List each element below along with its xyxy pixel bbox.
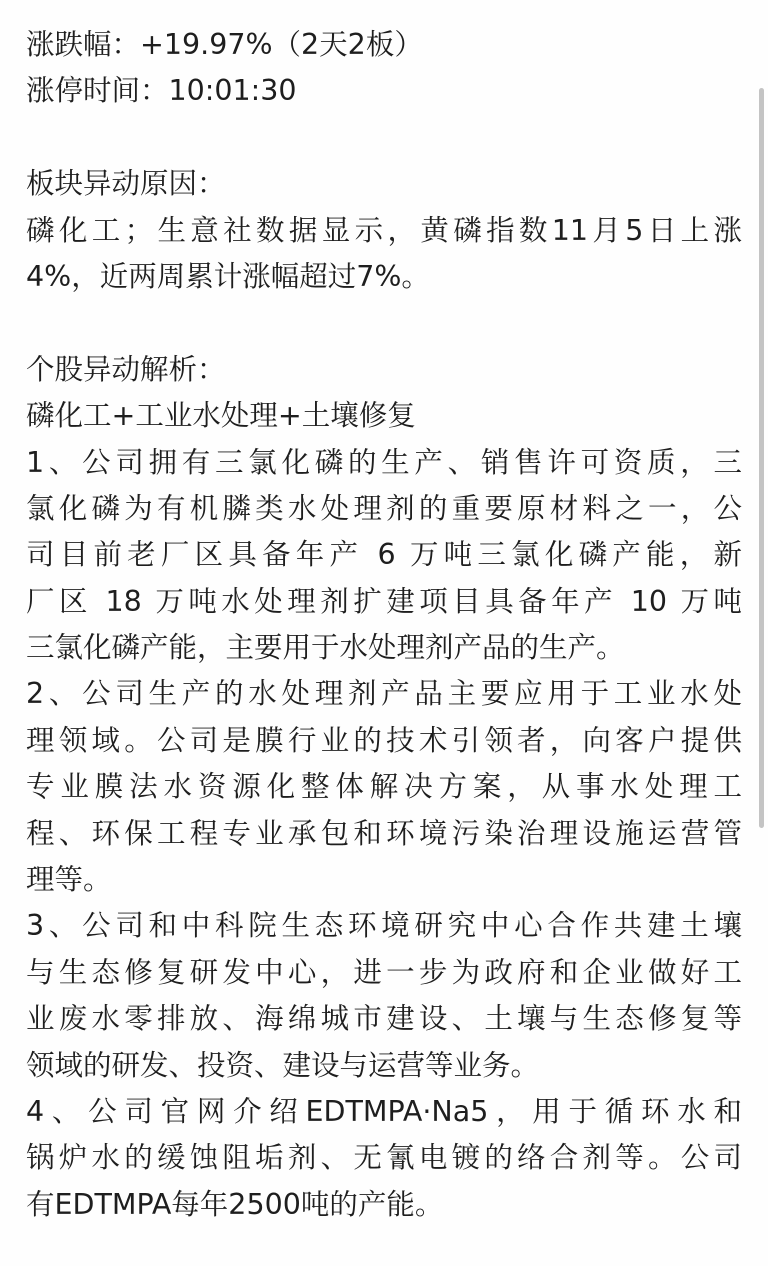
stock-concepts: 磷化工+工业水处理+土壤修复: [26, 399, 416, 433]
point-3-line-3: 业废水零排放、海绵城市建设、土壤与生态修复等: [26, 1002, 742, 1036]
point-3-line-2: 与生态修复研发中心，进一步为政府和企业做好工: [26, 955, 742, 989]
point-1-line-3: 司目前老厂区具备年产 6 万吨三氯化磷产能，新: [26, 538, 742, 572]
point-4-line-1: 4、公司官网介绍EDTMPA·Na5，用于循环水和: [26, 1094, 742, 1128]
point-4-line-2: 锅炉水的缓蚀阻垢剂、无氰电镀的络合剂等。公司: [26, 1141, 742, 1175]
sector-reason-text-1: 磷化工；生意社数据显示，黄磷指数11月5日上涨: [26, 213, 742, 247]
point-1-line-1: 1、公司拥有三氯化磷的生产、销售许可资质，三: [26, 445, 742, 479]
point-2-line-2: 理领域。公司是膜行业的技术引领者，向客户提供: [26, 723, 742, 757]
point-2-line-3: 专业膜法水资源化整体解决方案，从事水处理工: [26, 770, 742, 804]
point-1-line-2: 氯化磷为有机膦类水处理剂的重要原材料之一，公: [26, 491, 742, 525]
point-1-line-4: 厂区 18 万吨水处理剂扩建项目具备年产 10 万吨: [26, 584, 742, 618]
blank-line: [26, 300, 742, 346]
change-rate-line: 涨跌幅：+19.97%（2天2板）: [26, 28, 423, 61]
sector-reason-heading: 板块异动原因：: [26, 167, 226, 201]
blank-line: [26, 115, 742, 161]
scrollbar[interactable]: [759, 88, 764, 828]
limit-up-time-line: 涨停时间：10:01:30: [26, 74, 297, 108]
point-2-line-4: 程、环保工程专业承包和环境污染治理设施运营管: [26, 816, 742, 850]
point-1-line-5: 三氯化磷产能，主要用于水处理剂产品的生产。: [26, 631, 625, 665]
point-2-line-1: 2、公司生产的水处理剂产品主要应用于工业水处: [26, 677, 742, 711]
point-4-line-3: 有EDTMPA每年2500吨的产能。: [26, 1187, 444, 1221]
point-2-line-5: 理等。: [26, 863, 112, 897]
point-3-line-1: 3、公司和中科院生态环境研究中心合作共建土壤: [26, 909, 742, 943]
point-3-line-4: 领域的研发、投资、建设与运营等业务。: [26, 1048, 540, 1082]
sector-reason-text-2: 4%，近两周累计涨幅超过7%。: [26, 259, 430, 293]
article-text: [26, 22, 742, 1228]
stock-analysis-heading: 个股异动解析：: [26, 352, 226, 386]
